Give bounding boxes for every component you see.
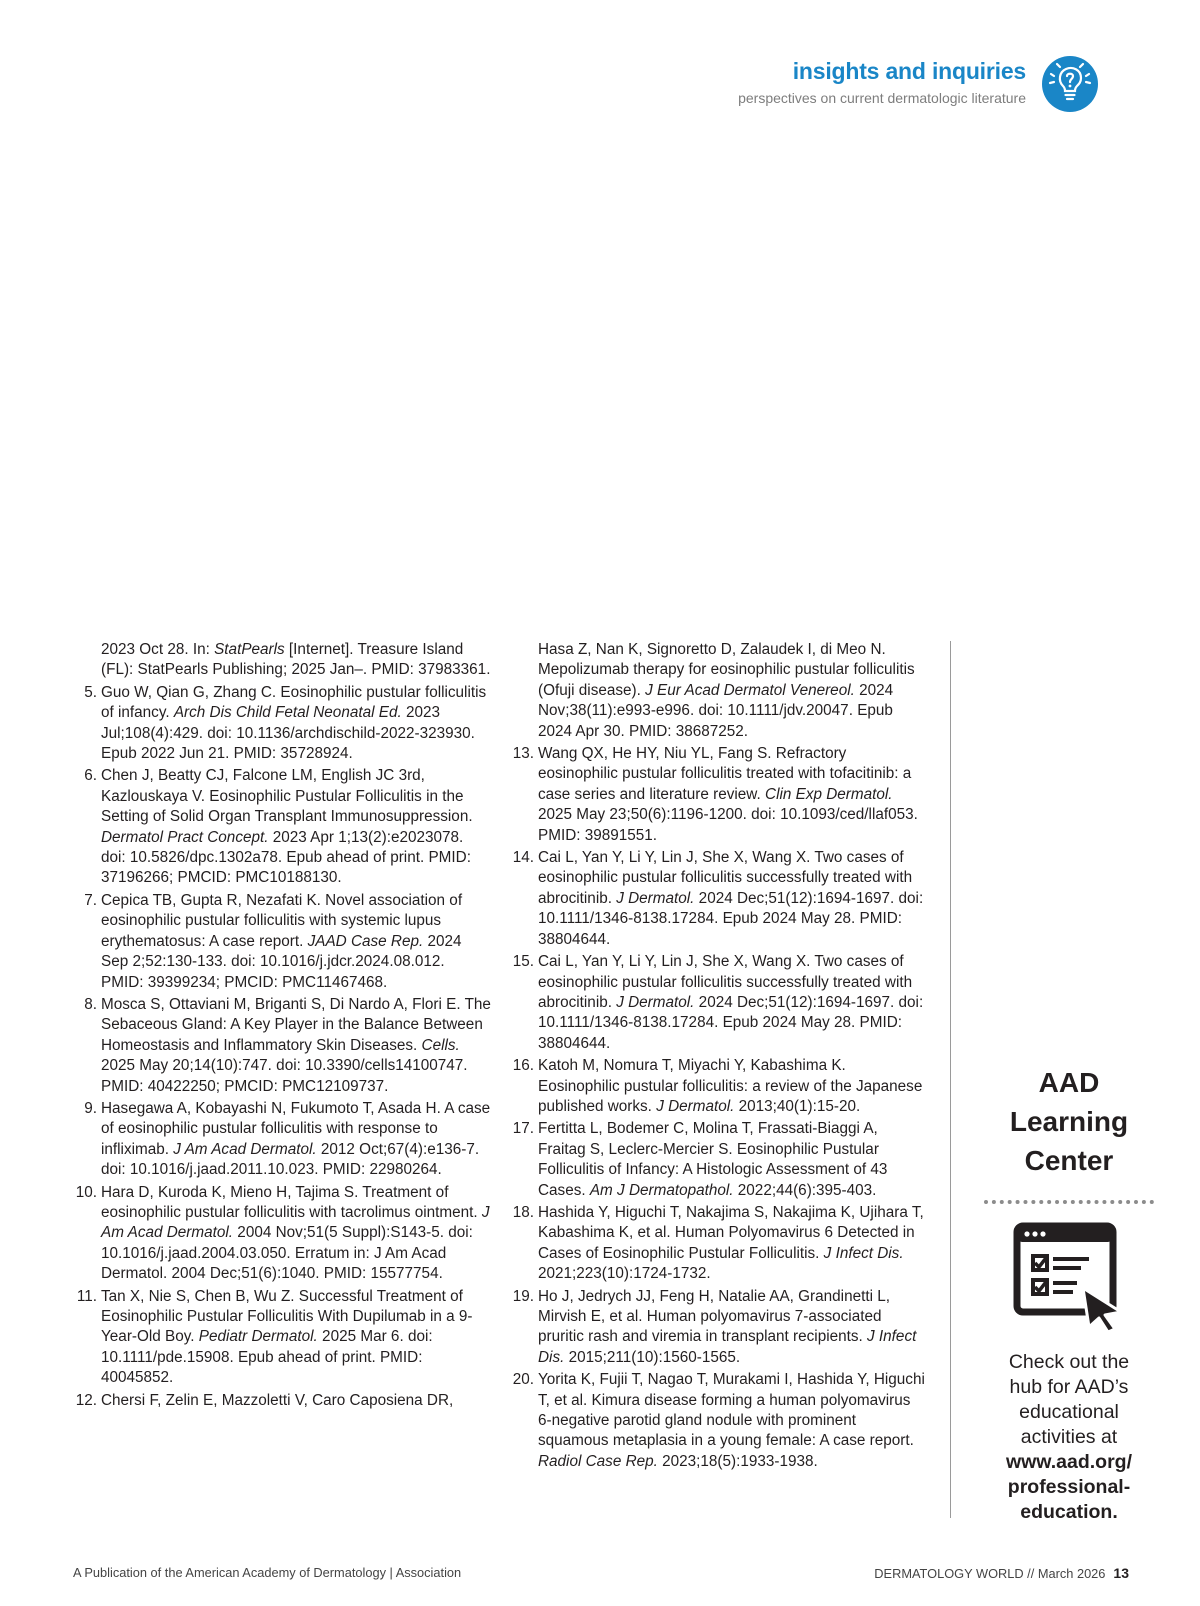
reference-number: 14. <box>512 849 534 867</box>
journal-title: StatPearls <box>214 641 285 658</box>
reference-number: 8. <box>84 995 97 1013</box>
reference-text: Katoh M, Nomura T, Miyachi Y, Kabashima K. Eosinophilic pustular folliculitis: a review of the Japanese published works. <box>538 1057 923 1115</box>
reference-text: Hasa Z, Nan K, Signoretto D, Zalaudek I, di Meo N. Mepolizumab therapy for eosinophilic pustular folliculitis (Ofuji disease). <box>538 641 915 699</box>
reference-text: Fertitta L, Bodemer C, Molina T, Frassati-Biaggi A, Fraitag S, Leclerc-Mercier S. Eosinophilic Pustular Folliculitis of Infancy: A Histologic Assessment of 43 Cases. <box>538 1120 888 1199</box>
reference-number: 9. <box>84 1099 97 1117</box>
reference-text: 2015;211(10):1560-1565. <box>564 1348 741 1366</box>
promo-text-line: educational <box>1019 1401 1119 1423</box>
reference-item <box>71 891 491 993</box>
reference-item <box>71 1287 491 1389</box>
reference-text: Chen J, Beatty CJ, Falcone LM, English JC 3rd, Kazlouskaya V. Eosinophilic Pustular Folliculitis in the Setting of Solid Organ Transplant Immunosuppression. <box>101 767 473 826</box>
journal-title: J Am Acad Dermatol. <box>101 1203 490 1242</box>
reference-number: 17. <box>512 1120 534 1138</box>
lightbulb-question-icon <box>1042 56 1098 112</box>
section-subtitle: perspectives on current dermatologic literature <box>738 90 1026 106</box>
journal-title: J Infect Dis. <box>538 1328 917 1366</box>
reference-text: Ho J, Jedrych JJ, Feng H, Natalie AA, Grandinetti L, Mirvish E, et al. Human polyomavirus 7-associated pruritic rash and viremia in transplant recipients. <box>538 1287 890 1346</box>
journal-title: J Eur Acad Dermatol Venereol. <box>645 681 855 699</box>
learning-center-promo <box>966 1063 1172 1525</box>
reference-number: 6. <box>84 767 97 785</box>
reference-item <box>508 848 928 950</box>
journal-title: Pediatr Dermatol. <box>198 1328 318 1346</box>
reference-number: 7. <box>84 891 97 909</box>
reference-text: Hasegawa A, Kobayashi N, Fukumoto T, Asada H. A case of eosinophilic pustular folliculitis with response to infliximab. <box>101 1099 491 1158</box>
journal-title: Cells. <box>421 1036 460 1054</box>
reference-item <box>508 640 928 742</box>
journal-title: JAAD Case Rep. <box>307 932 424 950</box>
reference-text: Cepica TB, Gupta R, Nezafati K. Novel association of eosinophilic pustular folliculitis with systemic lupus erythematosus: A case report. <box>101 891 463 950</box>
reference-item <box>508 1287 928 1369</box>
journal-title: J Infect Dis. <box>823 1244 904 1262</box>
journal-title: J Dermatol. <box>656 1097 735 1115</box>
journal-title: J Dermatol. <box>616 993 695 1011</box>
footer-issue <box>874 1565 1129 1581</box>
reference-number: 15. <box>512 953 534 971</box>
journal-title: Clin Exp Dermatol. <box>765 785 893 803</box>
footer-issue-text: DERMATOLOGY WORLD // March 2026 <box>874 1566 1106 1581</box>
reference-item <box>71 995 491 1097</box>
reference-text: Chersi F, Zelin E, Mazzoletti V, Caro Caposiena DR, <box>101 1391 454 1409</box>
promo-text-line: hub for AAD’s <box>1009 1376 1129 1398</box>
reference-text: Hashida Y, Higuchi T, Nakajima S, Nakajima K, Ujihara T, Kabashima K, et al. Human Polyomavirus 6 Detected in Cases of Eosinophilic Pustular Folliculitis. <box>538 1203 924 1262</box>
reference-text: 2024 Dec;51(12):1694-1697. doi: 10.1111/1346-8138.17284. Epub 2024 May 28. PMID: 38804644. <box>538 889 924 948</box>
checklist-window-cursor-icon <box>1011 1222 1127 1332</box>
journal-title: J Dermatol. <box>616 889 695 907</box>
journal-title: Arch Dis Child Fetal Neonatal Ed. <box>173 704 402 722</box>
reference-text: Wang QX, He HY, Niu YL, Fang S. Refractory eosinophilic pustular folliculitis treated with tofacitinib: a case series and literature review. <box>538 745 912 803</box>
reference-number: 13. <box>512 745 534 763</box>
reference-text: Cai L, Yan Y, Li Y, Lin J, She X, Wang X. Two cases of eosinophilic pustular folliculitis successfully treated with abrocitinib. <box>538 849 913 907</box>
section-header <box>598 56 1098 116</box>
reference-text: 2013;40(1):15-20. <box>734 1097 861 1115</box>
footer-publisher: A Publication of the American Academy of Dermatology | Association <box>73 1565 462 1580</box>
reference-text: [Internet]. Treasure Island (FL): StatPearls Publishing; 2025 Jan–. PMID: 37983361. <box>101 641 491 679</box>
promo-text <box>966 1350 1172 1525</box>
journal-title: Dermatol Pract Concept. <box>101 828 269 846</box>
promo-text-line: activities at <box>1020 1426 1118 1448</box>
reference-text: 2025 Mar 6. doi: 10.1111/pde.15908. Epub ahead of print. PMID: 40045852. <box>101 1328 433 1387</box>
page-number: 13 <box>1113 1565 1129 1581</box>
promo-text-line: Check out the <box>1008 1351 1130 1373</box>
reference-item <box>71 1391 491 1411</box>
reference-text: 2023 Jul;108(4):429. doi: 10.1136/archdischild-2022-323930. Epub 2022 Jun 21. PMID: 35728924. <box>101 704 475 763</box>
reference-item <box>508 1370 928 1472</box>
reference-item <box>508 1203 928 1285</box>
reference-number: 11. <box>76 1287 97 1305</box>
promo-title-line: Learning <box>1009 1106 1129 1137</box>
reference-text: 2025 May 23;50(6):1196-1200. doi: 10.1093/ced/llaf053. PMID: 39891551. <box>538 806 918 844</box>
reference-number: 12. <box>75 1391 97 1409</box>
journal-title: J Am Acad Dermatol. <box>173 1140 317 1158</box>
reference-item <box>508 744 928 846</box>
reference-item <box>508 952 928 1054</box>
column-divider <box>950 641 951 1518</box>
promo-link-line[interactable]: education. <box>1020 1501 1118 1523</box>
promo-link-line[interactable]: www.aad.org/ <box>1005 1451 1133 1473</box>
reference-text: 2023 Apr 1;13(2):e2023078. doi: 10.5826/dpc.1302a78. Epub ahead of print. PMID: 37196266; PMCID: PMC10188130. <box>101 828 471 887</box>
promo-title-line: Center <box>1024 1145 1114 1176</box>
reference-item <box>71 1183 491 1285</box>
reference-item <box>71 683 491 765</box>
promo-link[interactable] <box>966 1450 1172 1525</box>
reference-text: 2024 Sep 2;52:130-133. doi: 10.1016/j.jdcr.2024.08.012. PMID: 39399234; PMCID: PMC11467468. <box>101 932 462 991</box>
reference-number: 16. <box>512 1057 534 1075</box>
reference-text: Guo W, Qian G, Zhang C. Eosinophilic pustular folliculitis of infancy. <box>101 683 487 722</box>
reference-text: 2004 Nov;51(5 Suppl):S143-5. doi: 10.1016/j.jaad.2004.03.050. Erratum in: J Am Acad Dermatol. 2004 Dec;51(6):1040. PMID: 15577754. <box>101 1224 473 1283</box>
reference-number: 19. <box>512 1287 534 1305</box>
reference-text: 2024 Dec;51(12):1694-1697. doi: 10.1111/1346-8138.17284. Epub 2024 May 28. PMID: 38804644. <box>538 993 924 1052</box>
reference-number: 10. <box>75 1183 97 1201</box>
reference-text: 2012 Oct;67(4):e136-7. doi: 10.1016/j.jaad.2011.10.023. PMID: 22980264. <box>101 1140 480 1179</box>
reference-text: Hara D, Kuroda K, Mieno H, Tajima S. Treatment of eosinophilic pustular folliculitis with tacrolimus ointment. <box>101 1183 482 1221</box>
promo-link-line[interactable]: professional- <box>1007 1476 1131 1498</box>
reference-text: 2023;18(5):1933-1938. <box>657 1452 818 1470</box>
dotted-divider <box>984 1200 1154 1204</box>
reference-text: 2021;223(10):1724-1732. <box>538 1265 711 1283</box>
journal-title: Radiol Case Rep. <box>538 1452 658 1470</box>
reference-text: 2022;44(6):395-403. <box>733 1181 877 1199</box>
reference-item <box>71 640 491 681</box>
reference-number: 5. <box>84 683 97 701</box>
reference-number: 18. <box>512 1203 534 1221</box>
reference-text: 2025 May 20;14(10):747. doi: 10.3390/cells14100747. PMID: 40422250; PMCID: PMC12109737. <box>101 1057 468 1095</box>
reference-text: 2024 Nov;38(11):e993-e996. doi: 10.1111/jdv.20047. Epub 2024 Apr 30. PMID: 38687252. <box>538 681 894 740</box>
reference-text: Tan X, Nie S, Chen B, Wu Z. Successful Treatment of Eosinophilic Pustular Folliculitis With Dupilumab in a 9-Year-Old Boy. <box>101 1287 473 1346</box>
reference-text: Cai L, Yan Y, Li Y, Lin J, She X, Wang X. Two cases of eosinophilic pustular folliculitis successfully treated with abrocitinib. <box>538 953 913 1011</box>
references-column-right <box>508 640 928 1474</box>
reference-item <box>508 1119 928 1201</box>
reference-item <box>71 766 491 888</box>
reference-text: 2023 Oct 28. In: <box>101 641 215 658</box>
reference-text: Yorita K, Fujii T, Nagao T, Murakami I, Hashida Y, Higuchi T, et al. Kimura disease forming a human polyomavirus 6-negative parotid gland nodule with prominent squamous metaplasia in a young female: A case report. <box>538 1371 925 1450</box>
journal-title: Am J Dermatopathol. <box>589 1181 734 1199</box>
section-title: insights and inquiries <box>792 58 1026 84</box>
promo-title-line: AAD <box>1038 1067 1100 1098</box>
reference-text: Mosca S, Ottaviani M, Briganti S, Di Nardo A, Flori E. The Sebaceous Gland: A Key Player in the Balance Between Homeostasis and Inflammatory Skin Diseases. <box>101 995 491 1054</box>
references-column-left <box>71 640 491 1413</box>
reference-number: 20. <box>512 1371 534 1389</box>
reference-item <box>508 1056 928 1117</box>
reference-item <box>71 1099 491 1181</box>
promo-title <box>966 1063 1172 1180</box>
